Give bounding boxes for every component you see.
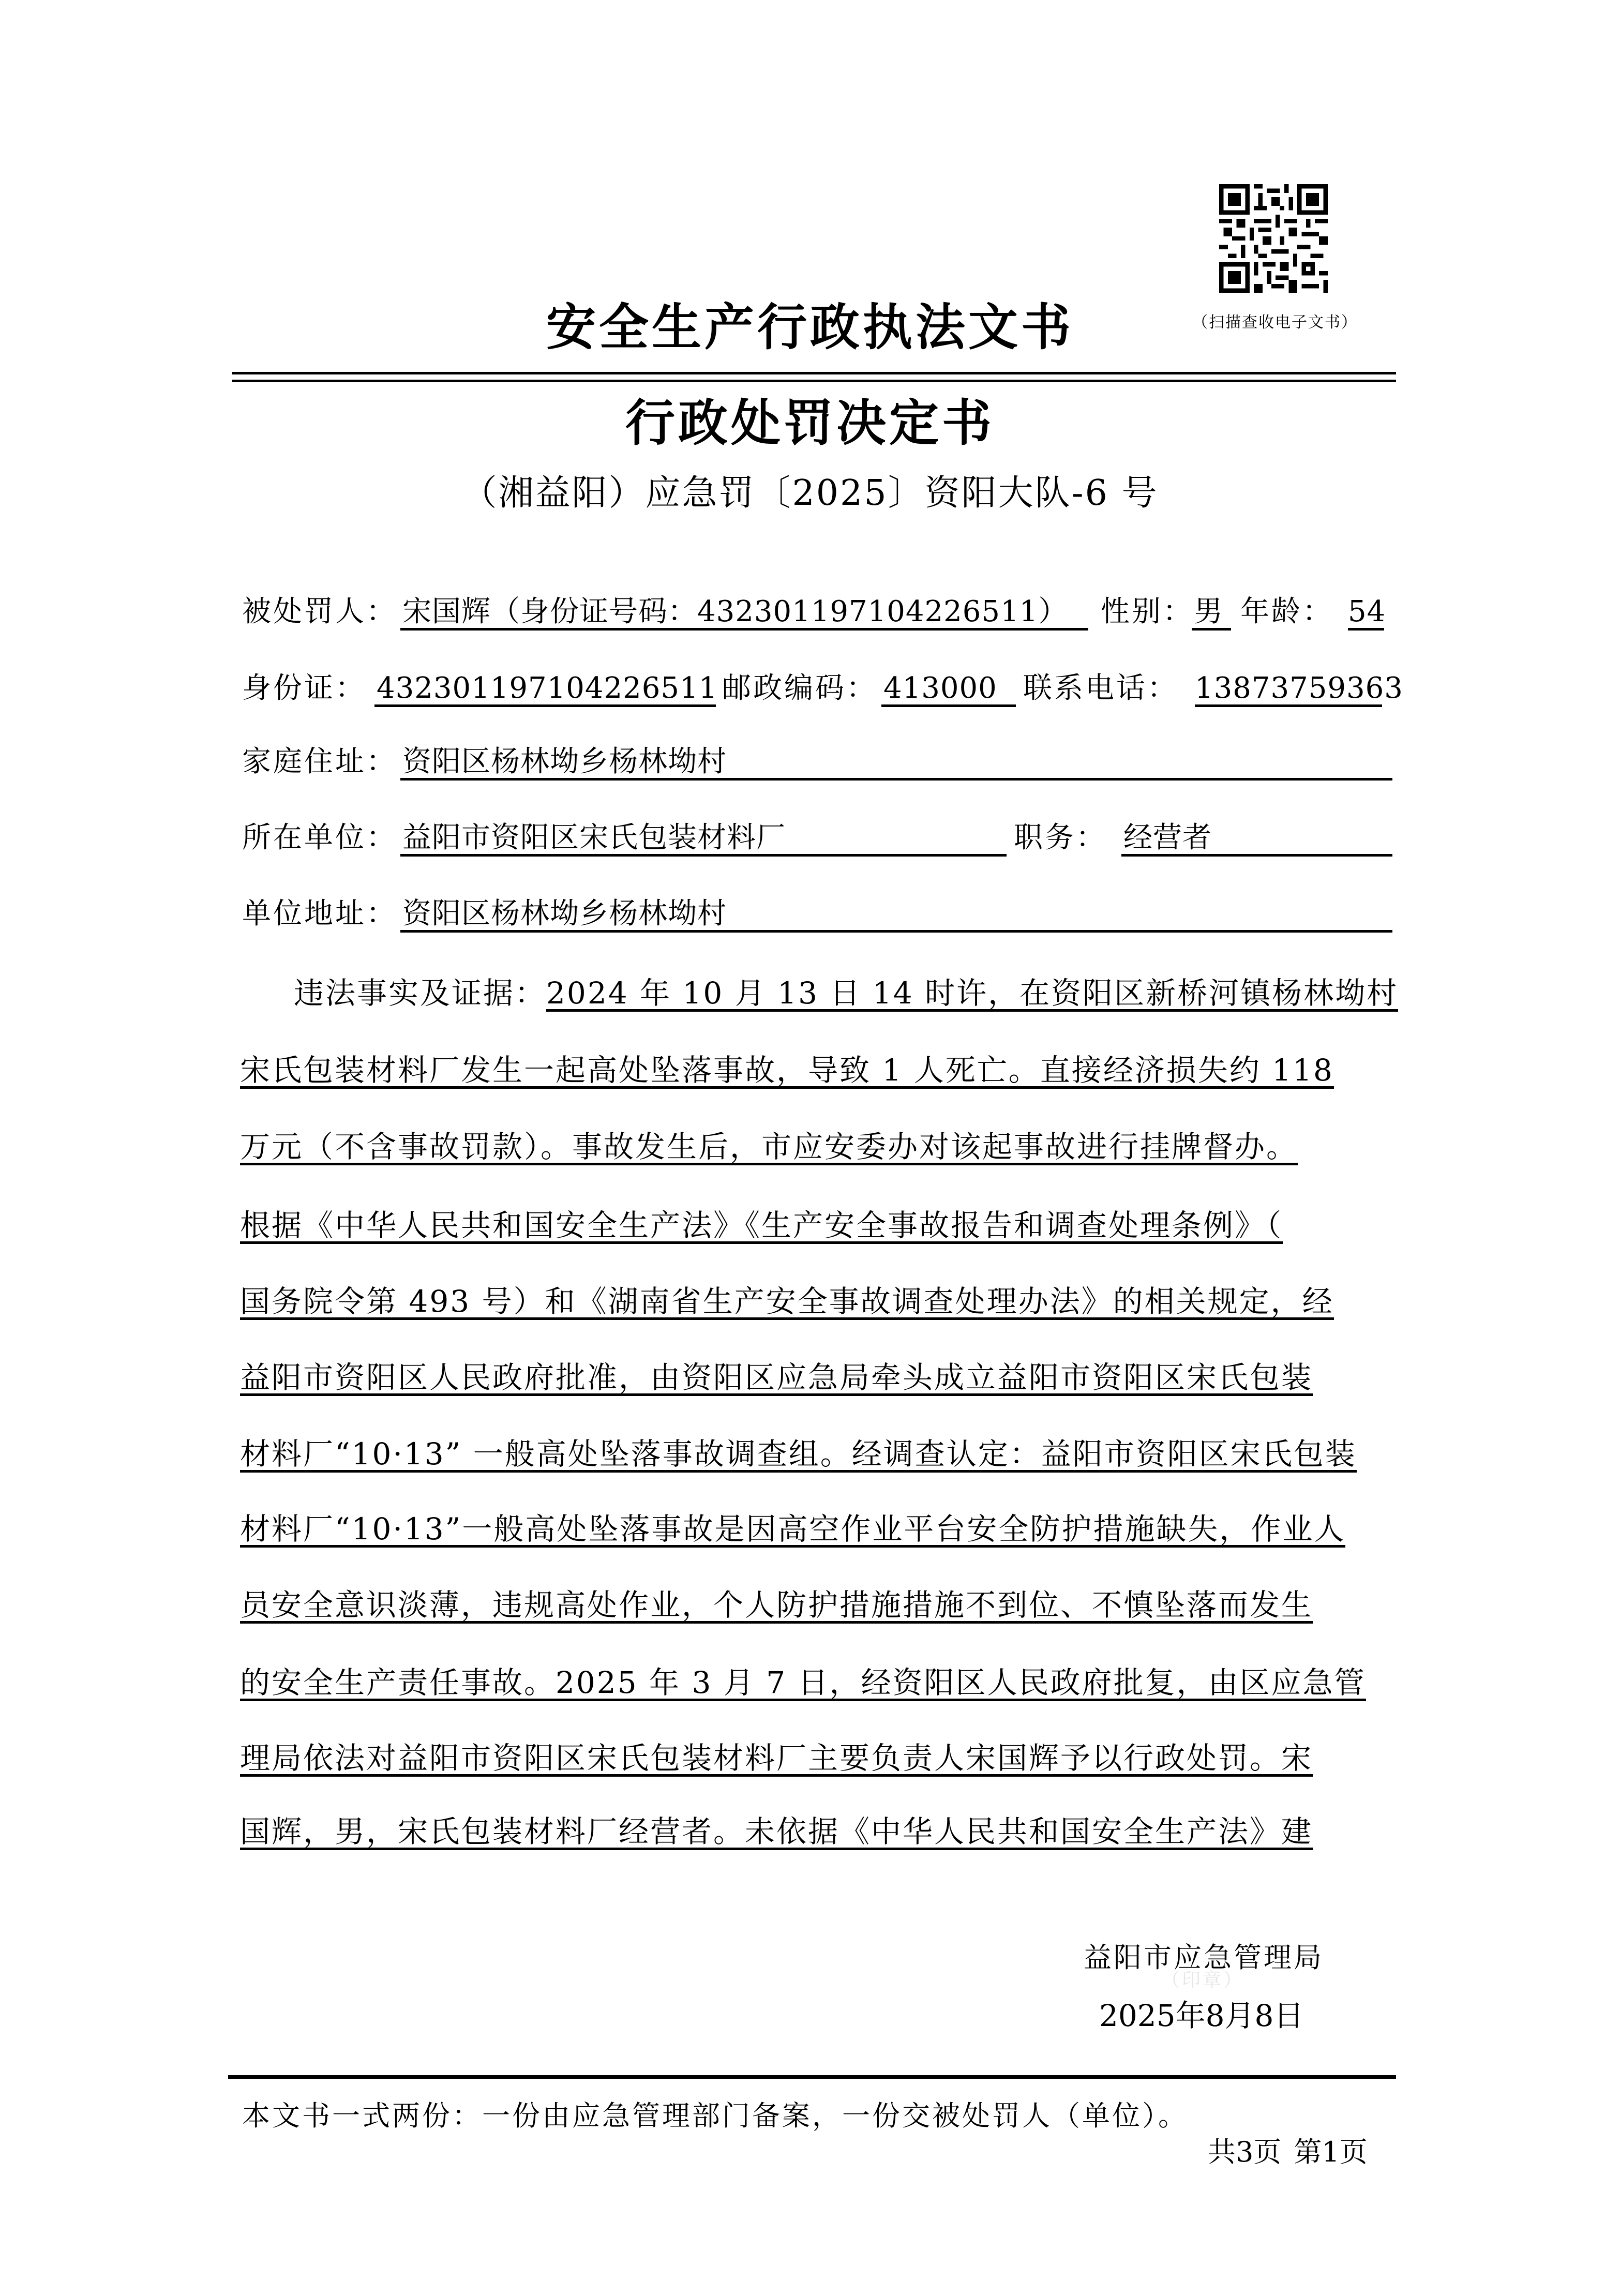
- home-address-value: 资阳区杨林坳乡杨林坳村: [400, 744, 1392, 781]
- facts-text: 2024 年 10 月 13 日 14 时许，在资阳区新桥河镇杨林坳村: [546, 976, 1399, 1011]
- gender-label: 性别：: [1101, 595, 1194, 628]
- form-row-home: [242, 744, 1393, 780]
- form-row-employer: [242, 820, 1393, 856]
- party-value: 宋国辉（身份证号码：432301197104226511）: [400, 594, 1088, 631]
- facts-line: [240, 1813, 1313, 1850]
- position-value: 经营者: [1121, 820, 1392, 857]
- facts-line: [240, 1740, 1313, 1776]
- header-divider-top: [232, 372, 1396, 374]
- facts-line: [240, 1436, 1357, 1472]
- facts-line: [240, 1587, 1313, 1623]
- age-value: 54: [1348, 594, 1384, 631]
- qr-code-icon: [1217, 184, 1330, 293]
- form-row-party: [242, 594, 1393, 630]
- postcode-value: 413000: [881, 670, 1016, 707]
- footer-divider: [228, 2075, 1396, 2079]
- facts-line: [240, 1129, 1298, 1165]
- gender-value: 男: [1192, 594, 1231, 631]
- facts-line-1: [294, 975, 1398, 1011]
- phone-value: 13873759363: [1195, 670, 1382, 707]
- current-page: 第1页: [1294, 2136, 1368, 2168]
- id-value: 432301197104226511: [374, 670, 716, 707]
- page-info: [1208, 2130, 1380, 2170]
- facts-line: [240, 1283, 1334, 1319]
- facts-line: [240, 1207, 1283, 1243]
- home-address-label: 家庭住址：: [242, 745, 397, 778]
- document-title: 行政处罚决定书: [625, 394, 995, 452]
- qr-caption: （扫描查收电子文书）: [1192, 313, 1358, 332]
- facts-text: 材料厂“10·13” 一般高处坠落事故调查组。经调查认定：益阳市资阳区宋氏包装: [240, 1436, 1357, 1472]
- employer-value: 益阳市资阳区宋氏包装材料厂: [400, 820, 1007, 857]
- employer-label: 所在单位：: [242, 821, 397, 854]
- facts-text: 理局依法对益阳市资阳区宋氏包装材料厂主要负责人宋国辉予以行政处罚。宋: [240, 1740, 1313, 1776]
- employer-address-label: 单位地址：: [242, 897, 397, 931]
- facts-text: 材料厂“10·13”一般高处坠落事故是因高空作业平台安全防护措施缺失，作业人: [240, 1511, 1346, 1547]
- facts-text: 国辉，男，宋氏包装材料厂经营者。未依据《中华人民共和国安全生产法》建: [240, 1814, 1313, 1849]
- postcode-label: 邮政编码：: [722, 671, 877, 705]
- seal-placeholder: （印章）: [1161, 1970, 1244, 1991]
- facts-text: 员安全意识淡薄，违规高处作业，个人防护措施措施不到位、不慎坠落而发生: [240, 1587, 1313, 1623]
- facts-text: 国务院令第 493 号）和《湖南省生产安全事故调查处理办法》的相关规定，经: [240, 1284, 1334, 1319]
- form-row-contact: [242, 670, 1403, 707]
- phone-label: 联系电话：: [1023, 671, 1178, 705]
- facts-label: 违法事实及证据：: [294, 976, 547, 1011]
- facts-line: [240, 1511, 1345, 1547]
- facts-text: 的安全生产责任事故。2025 年 3 月 7 日，经资阳区人民政府批复，由区应急管: [240, 1665, 1366, 1700]
- facts-text: 宋氏包装材料厂发生一起高处坠落事故，导致 1 人死亡。直接经济损失约 118: [240, 1053, 1334, 1088]
- document-number: （湘益阳）应急罚〔2025〕资阳大队-6 号: [461, 473, 1159, 514]
- facts-line: [240, 1052, 1334, 1088]
- party-label: 被处罚人：: [242, 595, 397, 628]
- issue-date: 2025年8月8日: [1099, 1998, 1304, 2033]
- facts-text: 根据《中华人民共和国安全生产法》《生产安全事故报告和调查处理条例》（: [240, 1208, 1283, 1243]
- header-divider-bottom: [232, 380, 1396, 382]
- facts-text: 万元（不含事故罚款）。事故发生后，市应安委办对该起事故进行挂牌督办。: [240, 1129, 1298, 1164]
- total-pages: 共3页: [1208, 2136, 1282, 2168]
- id-label: 身份证：: [242, 671, 366, 705]
- position-label: 职务：: [1014, 821, 1107, 854]
- employer-address-value: 资阳区杨林坳乡杨林坳村: [400, 896, 1392, 933]
- facts-line: [240, 1664, 1366, 1701]
- age-label: 年龄：: [1240, 595, 1333, 628]
- issuing-authority: 益阳市应急管理局: [1084, 1941, 1324, 1974]
- form-row-employer-address: [242, 896, 1393, 932]
- facts-line: [240, 1359, 1313, 1395]
- document-category-title: 安全生产行政执法文书: [546, 298, 1074, 356]
- facts-text: 益阳市资阳区人民政府批准，由资阳区应急局牵头成立益阳市资阳区宋氏包装: [240, 1360, 1313, 1395]
- footer-note: 本文书一式两份：一份由应急管理部门备案，一份交被处罚人（单位）。: [242, 2099, 1188, 2132]
